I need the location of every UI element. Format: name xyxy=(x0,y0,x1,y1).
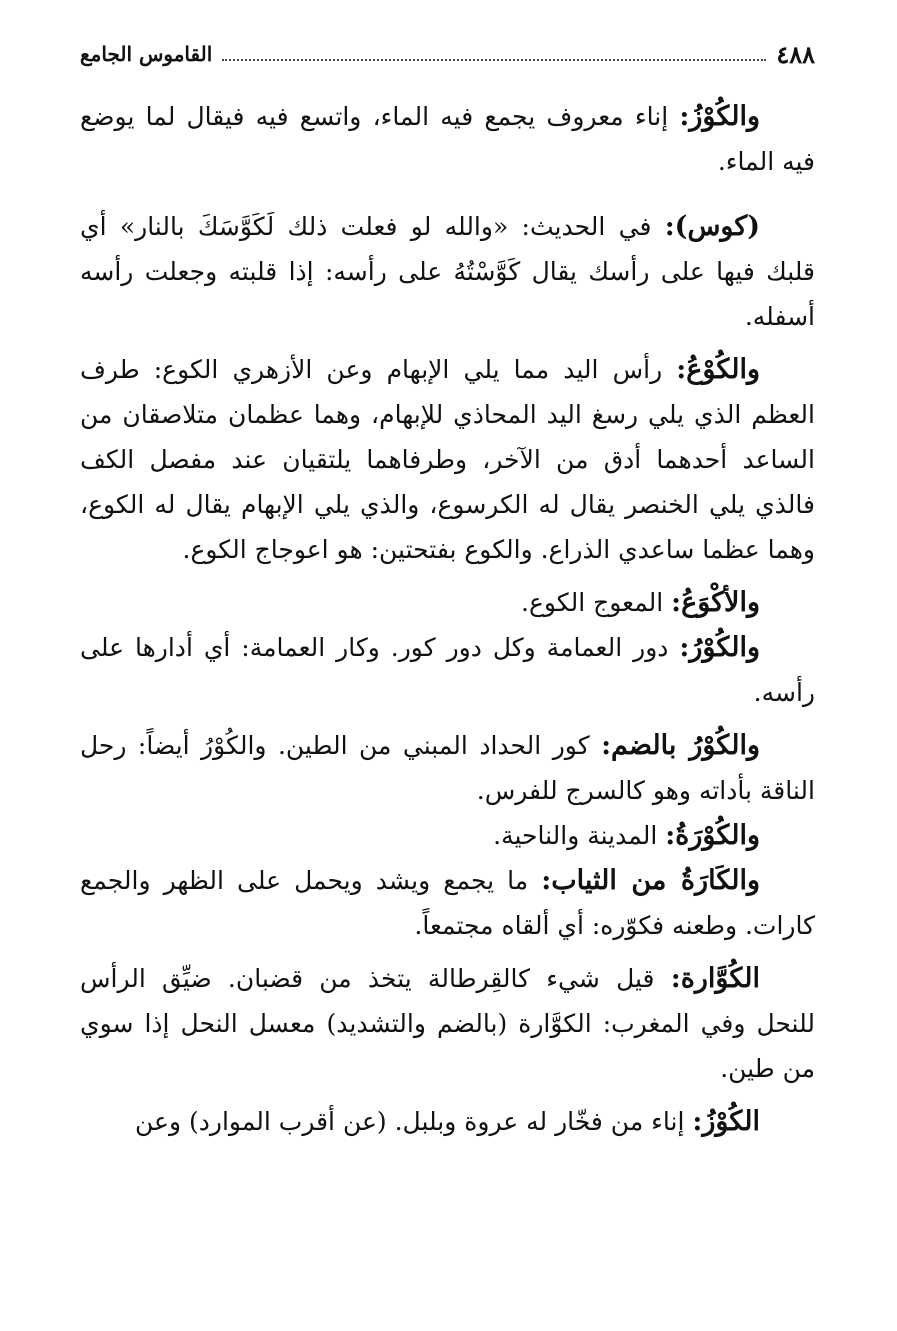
entry-text: دور العمامة وكل دور كور. وكار العمامة: أي أدارها على رأسه. xyxy=(80,633,815,707)
running-head xyxy=(80,34,815,74)
entry-headword: والكُوْرَةُ: xyxy=(665,820,760,851)
leader-dots xyxy=(222,47,766,61)
entry-headword: والكَارَةُ من الثياب: xyxy=(541,865,760,896)
body-text xyxy=(80,94,815,1152)
entry-text: المعوج الكوع. xyxy=(521,588,672,617)
entry-kur xyxy=(80,625,815,715)
entry-kws xyxy=(80,204,815,339)
entry-kuz-2 xyxy=(80,1099,815,1144)
entry-akwau xyxy=(80,580,815,625)
entry-text: كور الحداد المبني من الطين. والكُوْرُ أيضاً: رحل الناقة بأداته وهو كالسرج للفرس. xyxy=(80,731,815,805)
entry-text: قيل شيء كالقِرطالة يتخذ من قضبان. ضيِّق الرأس للنحل وفي المغرب: الكوَّارة (بالضم والتشديد) معسل النحل إذا سوي من طين. xyxy=(80,964,815,1083)
entry-text: إناء من فخّار له عروة وبلبل. (عن أقرب الموارد) وعن xyxy=(135,1107,693,1136)
entry-text: رأس اليد مما يلي الإبهام وعن الأزهري الكوع: طرف العظم الذي يلي رسغ اليد المحاذي للإبهام، وهما عظمان متلاصقان من الساعد أحدهما أدق من الآخر، وطرفاهما يلتقيان عند مفصل الكف فالذي يلي الخنصر يقال له الكرسوع، والذي يلي الإبهام يقال له الكوع، وهما عظما ساعدي الذراع. والكوع بفتحتين: هو اعوجاج الكوع. xyxy=(80,355,815,564)
entry-kara xyxy=(80,858,815,948)
entry-headword: والأكْوَعُ: xyxy=(671,587,760,618)
entry-text: إناء معروف يجمع فيه الماء، واتسع فيه فيقال لما يوضع فيه الماء. xyxy=(80,102,815,176)
entry-headword: والكُوْزُ: xyxy=(679,101,760,132)
entry-text: في الحديث: «والله لو فعلت ذلك لَكَوَّسَكَ بالنار» أي قلبك فيها على رأسك يقال كَوَّسْتُهُ على رأسه: إذا قلبته وجعلت رأسه أسفله. xyxy=(80,212,815,331)
entry-headword: (كوس): xyxy=(664,211,760,242)
entry-headword: والكُوْعُ: xyxy=(676,354,760,385)
entry-text: المدينة والناحية. xyxy=(493,821,666,850)
running-title: القاموس الجامع xyxy=(80,42,213,66)
entry-text: ما يجمع ويشد ويحمل على الظهر والجمع كارات. وطعنه فكوّره: أي ألقاه مجتمعاً. xyxy=(80,866,815,940)
entry-kuu xyxy=(80,347,815,572)
entry-headword: والكُوْرُ: xyxy=(679,632,760,663)
entry-kuz xyxy=(80,94,815,184)
entry-kuwwara xyxy=(80,956,815,1091)
entry-headword: الكُوْزُ: xyxy=(692,1106,760,1137)
entry-kura xyxy=(80,813,815,858)
page-number: ٤٨٨ xyxy=(776,39,815,69)
entry-kur-damma xyxy=(80,723,815,813)
entry-headword: الكُوَّارة: xyxy=(670,963,760,994)
entry-headword: والكُوْرُ بالضم: xyxy=(601,730,760,761)
